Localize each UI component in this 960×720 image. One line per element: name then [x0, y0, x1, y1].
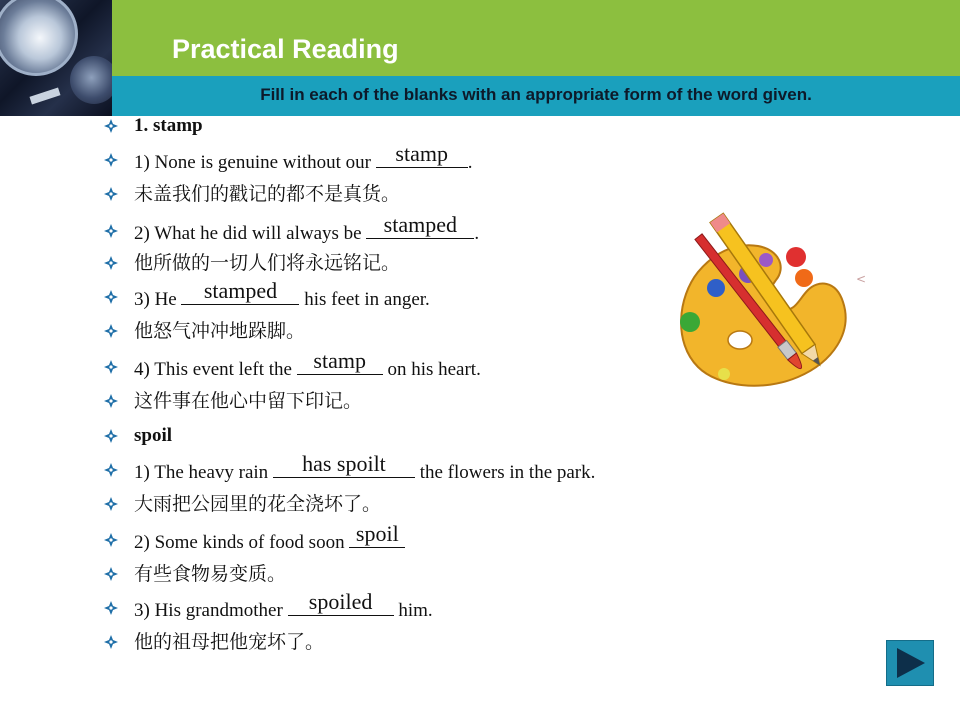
diamond-bullet-icon [104, 635, 118, 649]
next-arrow-icon [893, 646, 927, 680]
line-text [134, 348, 481, 385]
answer-text: has spoilt [302, 451, 386, 476]
diamond-bullet-icon [104, 360, 118, 374]
sentence-prefix: 这件事在他心中留下印记。 [134, 390, 363, 412]
sentence-suffix: him. [393, 600, 433, 621]
headlight-image [0, 0, 78, 76]
sentence-prefix: 他所做的一切人们将永远铭记。 [134, 252, 401, 274]
header-photo [0, 0, 112, 116]
sentence-prefix: 他的祖母把他宠坏了。 [134, 631, 325, 653]
diamond-bullet-icon [104, 119, 118, 133]
line-text [134, 589, 433, 626]
line-text [134, 248, 400, 278]
sentence-prefix: 未盖我们的戳记的都不是真货。 [134, 183, 401, 205]
diamond-bullet-icon [104, 394, 118, 408]
answer-text: spoil [355, 521, 399, 546]
answer-text: stamp [313, 348, 366, 373]
diamond-bullet-icon [104, 324, 118, 338]
sentence-prefix: 1) The heavy rain [134, 462, 273, 483]
sentence-prefix: 他怒气冲冲地跺脚。 [134, 320, 306, 342]
sentence-prefix: 有些食物易变质。 [134, 563, 287, 585]
sentence-prefix: 1) None is genuine without our [134, 152, 376, 173]
line-text [134, 111, 203, 141]
sentence-prefix: 大雨把公园里的花全浇坏了。 [134, 493, 382, 515]
sentence-prefix: 1. stamp [134, 115, 203, 136]
line-text [134, 141, 473, 178]
line-text [134, 212, 480, 249]
answer-blank [297, 348, 383, 375]
line-text [134, 421, 172, 451]
chrome-strip-image [29, 88, 60, 105]
line-text [134, 627, 324, 657]
answer-blank [376, 141, 468, 168]
line-text [134, 179, 400, 209]
sentence-suffix: . [467, 152, 473, 173]
sentence-prefix: 2) Some kinds of food soon [134, 532, 350, 553]
sentence-prefix: spoil [134, 425, 173, 446]
answer-blank [181, 278, 299, 305]
instruction-text: Fill in each of the blanks with an appropriate form of the word given. [260, 85, 812, 104]
headlight-image-secondary [70, 56, 112, 104]
diamond-bullet-icon [104, 290, 118, 304]
diamond-bullet-icon [104, 224, 118, 238]
sentence-prefix: 3) His grandmother [134, 600, 288, 621]
diamond-bullet-icon [104, 153, 118, 167]
line-text [134, 521, 405, 558]
diamond-bullet-icon [104, 256, 118, 270]
diamond-bullet-icon [104, 187, 118, 201]
answer-text: stamped [383, 212, 457, 237]
diamond-bullet-icon [104, 463, 118, 477]
decorative-tick: < [856, 272, 867, 286]
line-text [134, 278, 430, 315]
sentence-prefix: 4) This event left the [134, 359, 297, 380]
diamond-bullet-icon [104, 533, 118, 547]
sentence-suffix: his feet in anger. [299, 289, 430, 310]
answer-blank [288, 589, 394, 616]
line-text [134, 386, 362, 416]
answer-text: stamped [203, 278, 278, 303]
line-text [134, 559, 286, 589]
line-text [134, 489, 381, 519]
answer-blank [273, 451, 415, 478]
sentence-suffix: the flowers in the park. [414, 462, 596, 483]
diamond-bullet-icon [104, 567, 118, 581]
sentence-suffix: . [474, 223, 480, 244]
answer-text: spoiled [308, 589, 373, 614]
answer-text: stamp [395, 141, 448, 166]
page-title: Practical Reading [172, 34, 399, 64]
palette-icon [668, 202, 858, 407]
sentence-prefix: 2) What he did will always be [134, 223, 367, 244]
line-text [134, 451, 596, 488]
diamond-bullet-icon [104, 497, 118, 511]
answer-blank [349, 521, 405, 548]
sentence-suffix: on his heart. [382, 359, 481, 380]
line-text [134, 316, 305, 346]
diamond-bullet-icon [104, 429, 118, 443]
diamond-bullet-icon [104, 601, 118, 615]
sentence-prefix: 3) He [134, 289, 182, 310]
next-slide-button[interactable] [886, 640, 934, 686]
answer-blank [366, 212, 474, 239]
